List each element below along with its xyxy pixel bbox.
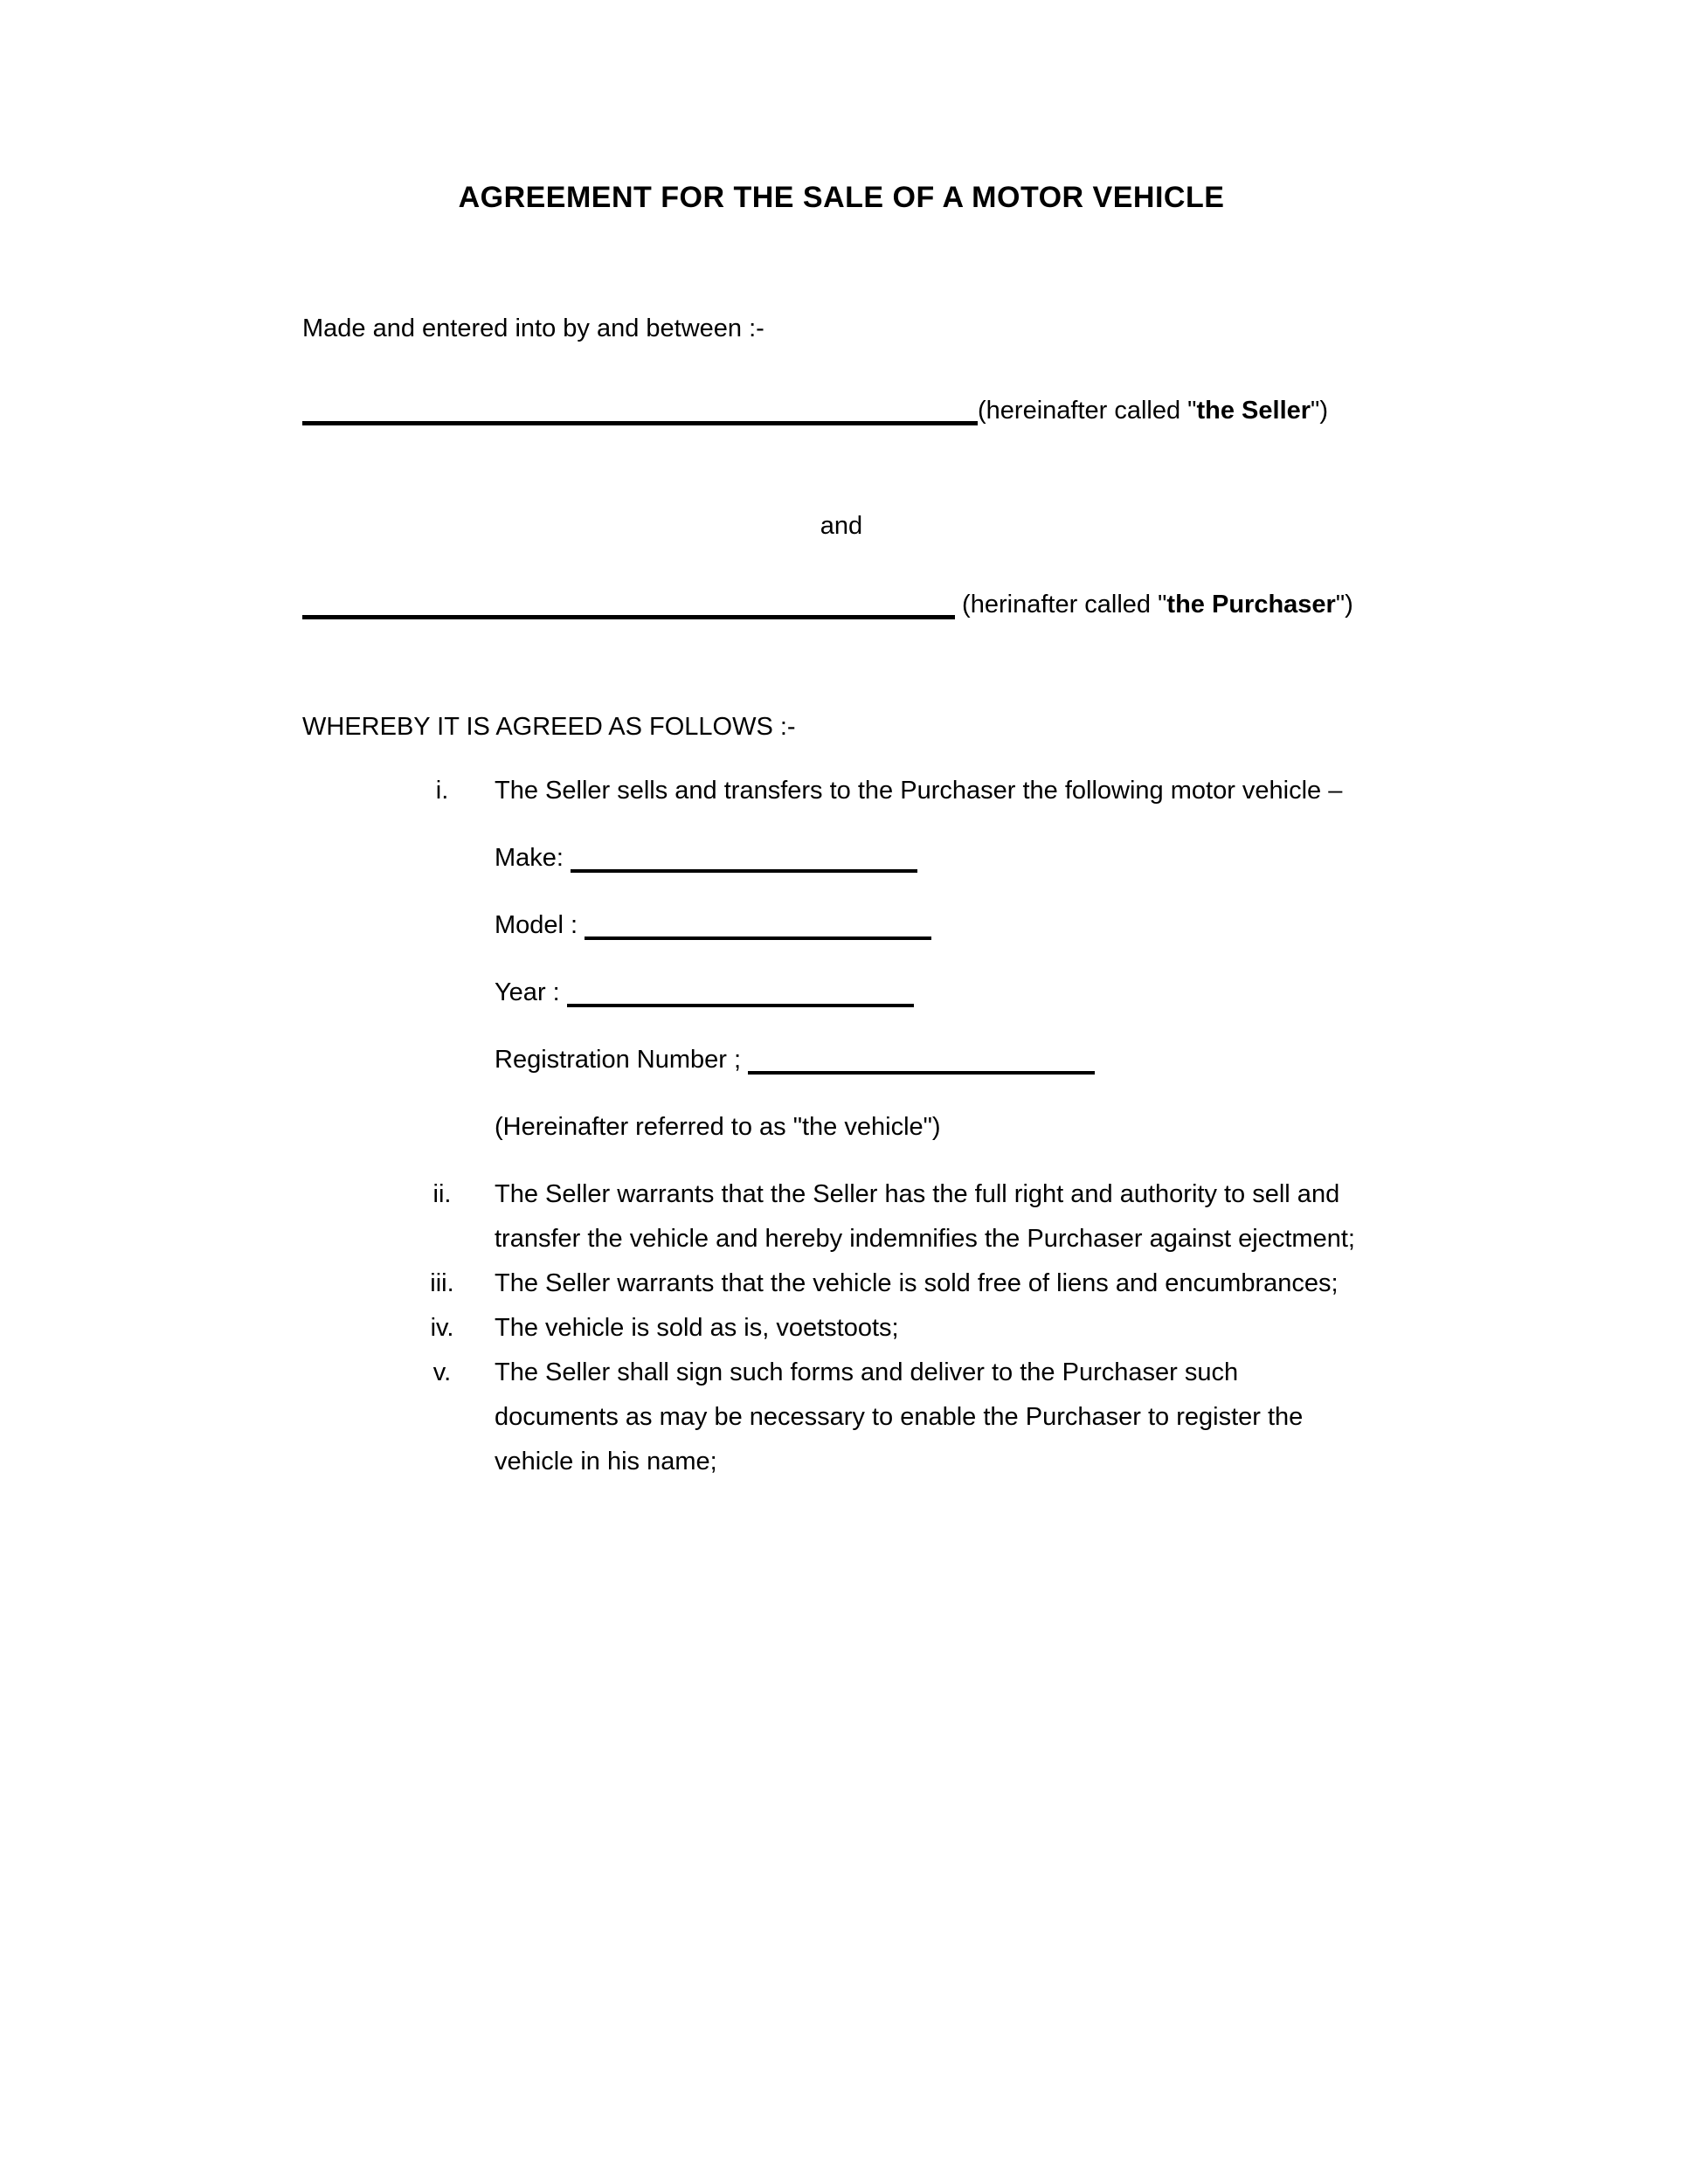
clause-ii-number: ii. bbox=[432, 1180, 452, 1208]
clause-v-text-line-1: The Seller shall sign such forms and deliver to the Purchaser such bbox=[495, 1358, 1239, 1386]
field-make bbox=[302, 836, 1380, 881]
document-content bbox=[0, 180, 1688, 1484]
seller-designation-after: ") bbox=[1311, 397, 1328, 425]
purchaser-designation-before: (herinafter called " bbox=[955, 591, 1167, 619]
field-year-blank-line bbox=[567, 1004, 914, 1007]
vehicle-note: (Hereinafter referred to as "the vehicle") bbox=[495, 1113, 941, 1141]
conjunction-text: and bbox=[820, 512, 863, 540]
clause-iv-number: iv. bbox=[430, 1314, 454, 1342]
clause-v-text-line-2: documents as may be necessary to enable the Purchaser to register the bbox=[495, 1403, 1304, 1431]
document-title: AGREEMENT FOR THE SALE OF A MOTOR VEHICLE bbox=[458, 181, 1225, 214]
clause-iii bbox=[302, 1261, 1380, 1306]
clause-ii-text-line-2: transfer the vehicle and hereby indemnifies the Purchaser against ejectment; bbox=[495, 1225, 1355, 1253]
clause-v-text-line-3: vehicle in his name; bbox=[495, 1448, 717, 1476]
purchaser-designation bbox=[955, 591, 1353, 619]
purchaser-line bbox=[302, 589, 1380, 620]
field-model-label: Model : bbox=[495, 911, 578, 939]
field-make-label: Make: bbox=[495, 844, 564, 872]
seller-designation-name: the Seller bbox=[1196, 397, 1311, 425]
purchaser-designation-after: ") bbox=[1335, 591, 1353, 619]
purchaser-name-blank-line bbox=[302, 615, 955, 619]
clause-i bbox=[302, 769, 1380, 813]
clause-i-text: The Seller sells and transfers to the Purchaser the following motor vehicle – bbox=[495, 777, 1343, 805]
clause-ii bbox=[302, 1172, 1380, 1261]
clause-iv-text: The vehicle is sold as is, voetstoots; bbox=[495, 1314, 899, 1342]
field-model-blank-line bbox=[585, 936, 931, 940]
field-registration-number bbox=[302, 1038, 1380, 1082]
whereby-heading: WHEREBY IT IS AGREED AS FOLLOWS :- bbox=[302, 713, 796, 741]
clause-v bbox=[302, 1351, 1380, 1484]
field-registration-number-blank-line bbox=[748, 1071, 1095, 1075]
field-year bbox=[302, 971, 1380, 1015]
field-year-label: Year : bbox=[495, 978, 560, 1006]
seller-name-blank-line bbox=[302, 421, 978, 425]
seller-designation bbox=[978, 397, 1328, 425]
clause-i-number: i. bbox=[435, 777, 449, 805]
clause-v-number: v. bbox=[432, 1358, 452, 1386]
clause-ii-text-line-1: The Seller warrants that the Seller has the full right and authority to sell and bbox=[495, 1180, 1340, 1208]
clause-iii-text: The Seller warrants that the vehicle is sold free of liens and encumbrances; bbox=[495, 1269, 1339, 1297]
seller-line bbox=[302, 395, 1380, 426]
field-registration-number-label: Registration Number ; bbox=[495, 1046, 742, 1074]
intro-text: Made and entered into by and between :- bbox=[302, 314, 764, 342]
seller-designation-before: (hereinafter called " bbox=[978, 397, 1197, 425]
field-model bbox=[302, 903, 1380, 948]
purchaser-designation-name: the Purchaser bbox=[1166, 591, 1336, 619]
clause-iv bbox=[302, 1306, 1380, 1351]
field-make-blank-line bbox=[571, 869, 917, 873]
clause-iii-number: iii. bbox=[430, 1269, 454, 1297]
